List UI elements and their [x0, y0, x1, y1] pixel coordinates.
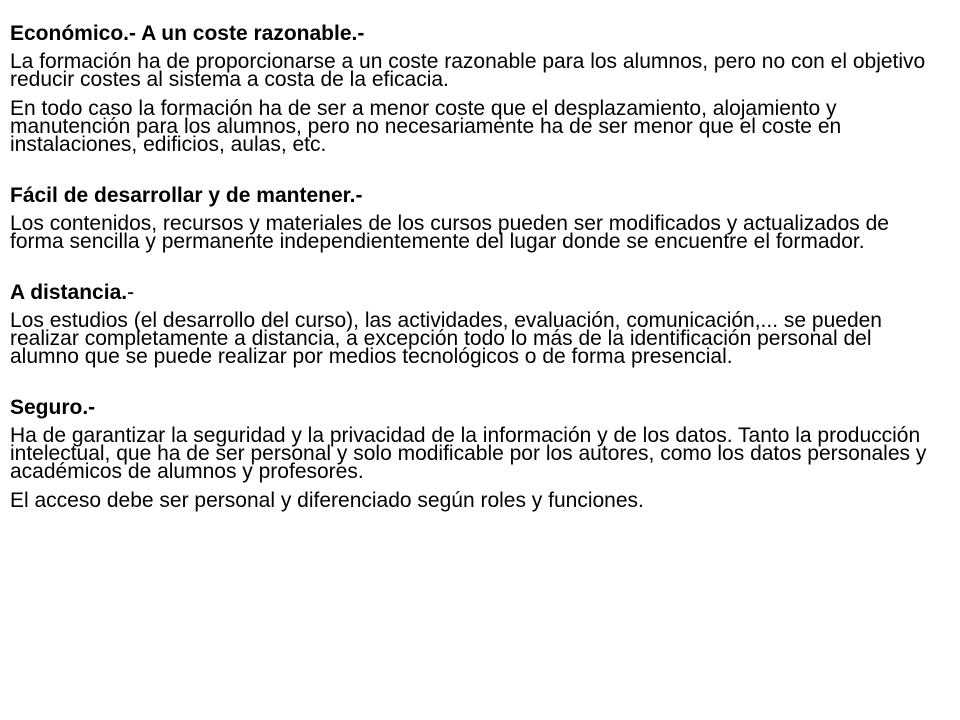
section-paragraph: La formación ha de proporcionarse a un coste razonable para los alumnos, pero no con el objetivo reducir costes al sistema a costa de la eficacia.: [10, 50, 926, 91]
section-heading: Seguro.-: [10, 396, 96, 419]
section-economico: [10, 22, 940, 154]
section-paragraph: En todo caso la formación ha de ser a menor coste que el desplazamiento, alojamiento y manutención para los alumnos, pero no necesariamente ha de ser menor que el coste en instalaciones, edificios, aulas, etc.: [10, 97, 842, 156]
slide-content: [10, 22, 940, 510]
section-paragraph: Los estudios (el desarrollo del curso), las actividades, evaluación, comunicación,... se pueden realizar completamente a distancia, a excepción todo lo más de la identificación personal del alumno que se puede realizar por medios tecnológicos o de forma presencial.: [10, 309, 882, 368]
section-paragraph: Los contenidos, recursos y materiales de los cursos pueden ser modificados y actualizados de forma sencilla y permanente independientemente del lugar donde se encuentre el formador.: [10, 212, 889, 253]
section-facil-desarrollar: [10, 184, 940, 251]
section-paragraph: El acceso debe ser personal y diferenciado según roles y funciones.: [10, 489, 644, 512]
section-heading: [10, 281, 940, 305]
section-heading-text: A distancia.: [10, 281, 128, 304]
section-seguro: [10, 396, 940, 510]
section-heading: Económico.- A un coste razonable.-: [10, 22, 365, 45]
section-paragraph: Ha de garantizar la seguridad y la privacidad de la información y de los datos. Tanto la producción intelectual, que ha de ser personal y solo modificable por los autores, como los datos personales y académicos de alumnos y profesores.: [10, 424, 927, 483]
section-heading-tail: -: [127, 281, 135, 304]
section-a-distancia: [10, 281, 940, 366]
section-heading: Fácil de desarrollar y de mantener.-: [10, 184, 363, 207]
